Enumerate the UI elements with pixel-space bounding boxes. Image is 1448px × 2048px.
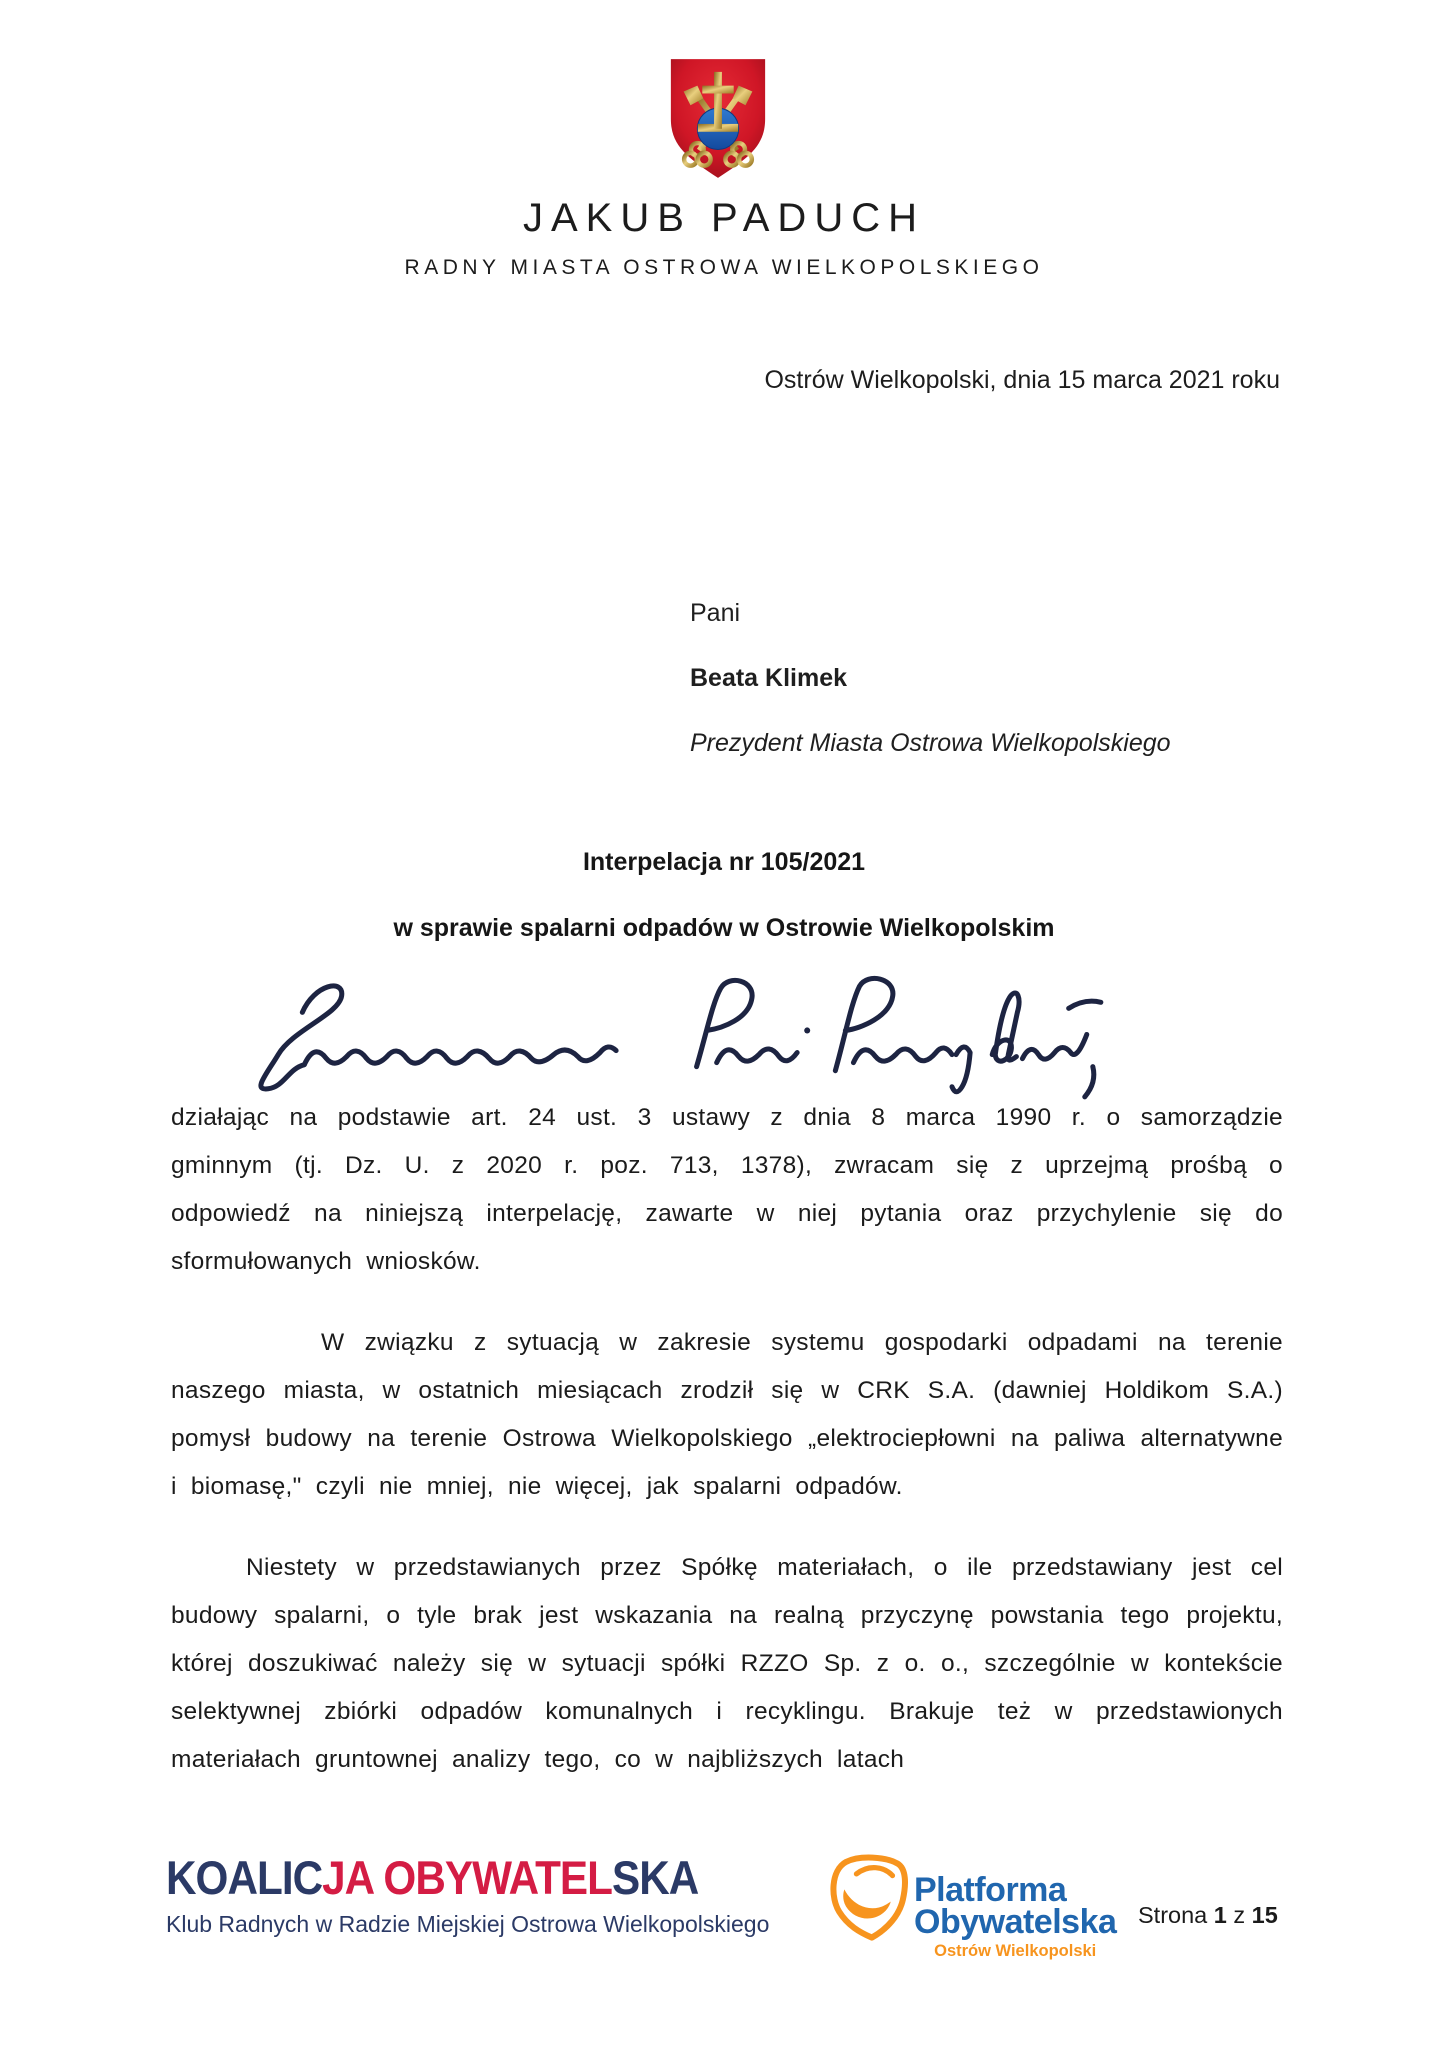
letterhead-role: RADNY MIASTA OSTROWA WIELKOPOLSKIEGO [404, 256, 1044, 279]
koalicja-logo-subtitle: Klub Radnych w Radzie Miejskiej Ostrowa Wielkopolskiego [166, 1911, 770, 1937]
handwritten-greeting [242, 972, 1127, 1107]
dateline: Ostrów Wielkopolski, dnia 15 marca 2021 roku [764, 366, 1280, 394]
subject-block [0, 848, 1448, 980]
platforma-line1: Platforma [914, 1871, 1067, 1909]
platforma-smile-emblem-icon [822, 1852, 908, 1944]
page-number-separator: z [1233, 1902, 1246, 1928]
subject-number: Interpelacja nr 105/2021 [582, 848, 866, 876]
page-number-label: Strona [1138, 1902, 1208, 1928]
platforma-obywatelska-logo [822, 1852, 1116, 1961]
page-number-total: 15 [1251, 1902, 1278, 1928]
letterhead-name: JAKUB PADUCH [523, 196, 925, 240]
letter-body [171, 1094, 1283, 1817]
coat-of-arms-icon [664, 56, 772, 184]
addressee-block [690, 598, 1171, 793]
ko-wordmark-part1: KOALIC [166, 1852, 323, 1905]
subject-topic: w sprawie spalarni odpadów w Ostrowie Wielkopolskim [393, 914, 1055, 942]
platforma-line2: Obywatelska [914, 1903, 1117, 1941]
paragraph-2: W związku z sytuacją w zakresie systemu gospodarki odpadami na terenie naszego miasta, w ostatnich miesiącach zrodził się w CRK S.A. (dawniej Holdikom S.A.) pomysł budowy na terenie Ostrowa Wielkopolskiego „elektrociepłowni na paliwa alternatywne i biomasę," czyli nie mniej, nie więcej, jak spalarni odpadów. [171, 1329, 1283, 1500]
addressee-name: Beata Klimek [690, 664, 848, 692]
ko-wordmark-part3: SKA [611, 1852, 699, 1905]
addressee-salutation: Pani [690, 599, 741, 627]
koalicja-logo-wordmark [166, 1852, 745, 1906]
paragraph-1: działając na podstawie art. 24 ust. 3 ustawy z dnia 8 marca 1990 r. o samorządzie gminnym (tj. Dz. U. z 2020 r. poz. 713, 1378), zwracam się z uprzejmą prośbą o odpowiedź na niniejszą interpelację, zawarte w niej pytania oraz przychylenie się do sformułowanych wniosków. [171, 1104, 1283, 1275]
koalicja-obywatelska-logo [166, 1852, 769, 1938]
platforma-logo-text [914, 1871, 1117, 1961]
paragraph-3: Niestety w przedstawianych przez Spółkę materiałach, o ile przedstawiany jest cel budowy spalarni, o tyle brak jest wskazania na realną przyczynę powstania tego projektu, której doszukiwać należy się w sytuacji spółki RZZO Sp. z o. o., szczególnie w kontekście selektywnej zbiórki odpadów komunalnych i recyklingu. Brakuje też w przedstawionych materiałach gruntownej analizy tego, co w najbliższych latach [171, 1554, 1283, 1773]
page-number [1138, 1902, 1278, 1929]
addressee-role: Prezydent Miasta Ostrowa Wielkopolskiego [690, 729, 1171, 757]
platforma-line3: Ostrów Wielkopolski [934, 1942, 1097, 1960]
page-number-current: 1 [1213, 1902, 1227, 1928]
ko-wordmark-part2: JA OBYWATEL [322, 1852, 612, 1905]
